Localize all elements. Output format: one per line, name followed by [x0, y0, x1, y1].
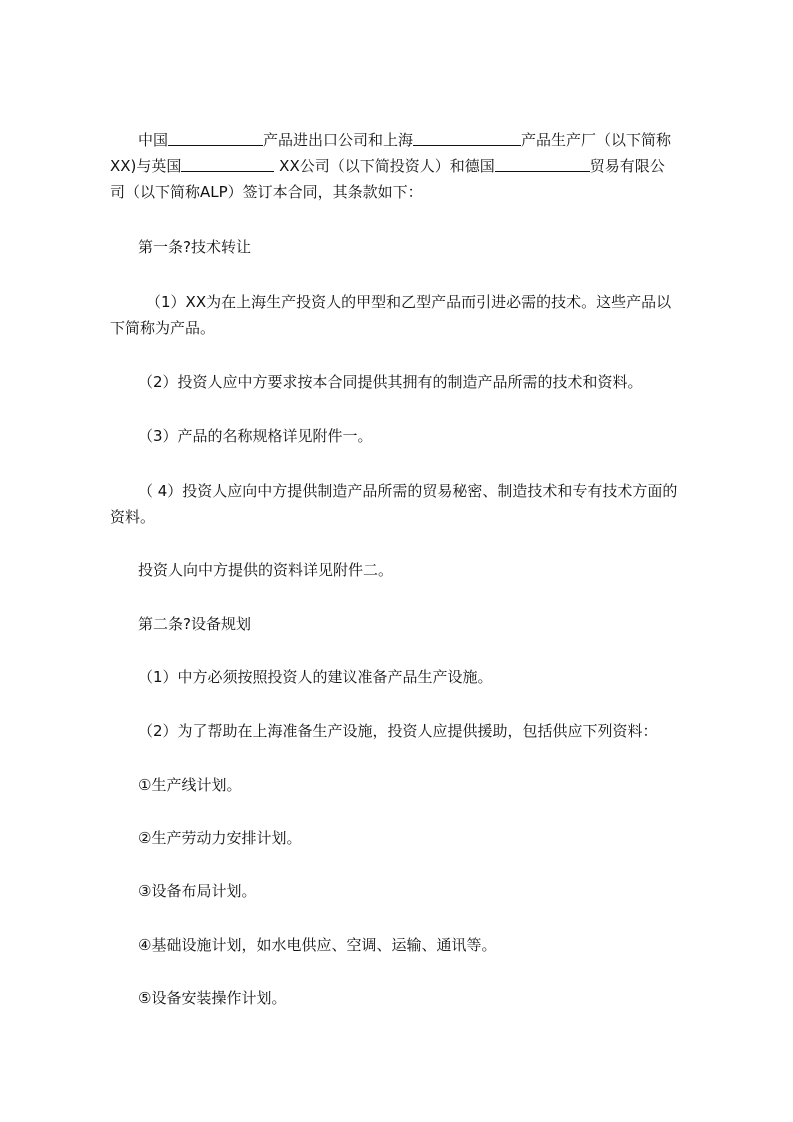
- blank-line: [413, 130, 521, 146]
- article-2-item-2: （2）为了帮助在上海准备生产设施，投资人应提供援助，包括供应下列资料：: [138, 722, 658, 740]
- attachment-note: 投资人向中方提供的资料详见附件二。: [138, 561, 394, 579]
- article-2-item-1: （1）中方必须按照投资人的建议准备产品生产设施。: [138, 668, 493, 686]
- blank-line: [181, 156, 274, 172]
- intro-paragraph: 中国 产品进出口公司和上海 产品生产厂（以下简称 XX)与英国 XX公司（以下简投资人）和德国 贸易有限公 司（以下简称ALP）签订本合同，其条款如下：: [110, 131, 672, 201]
- plan-item-2: ②生产劳动力安排计划。: [138, 829, 302, 847]
- blank-line: [495, 156, 590, 172]
- plan-item-1: ①生产线计划。: [138, 776, 242, 794]
- plan-item-5: ⑤设备安装操作计划。: [138, 989, 287, 1007]
- article-1-item-3: （3）产品的名称规格详见附件一。: [138, 427, 373, 445]
- article-1-item-1: （1）XX为在上海生产投资人的甲型和乙型产品而引进必需的技术。这些产品以 下简称为产品。: [110, 293, 672, 337]
- plan-item-3: ③设备布局计划。: [138, 882, 257, 900]
- blank-line: [168, 130, 263, 146]
- article-2-heading: 第二条?设备规划: [138, 615, 251, 633]
- plan-item-4: ④基础设施计划，如水电供应、空调、运输、通讯等。: [138, 936, 497, 954]
- article-1-item-2: （2）投资人应中方要求按本合同提供其拥有的制造产品所需的技术和资料。: [138, 373, 643, 391]
- article-1-item-4: （ 4）投资人应向中方提供制造产品所需的贸易秘密、制造技术和专有技术方面的 资料。: [110, 482, 678, 526]
- article-1-heading: 第一条?技术转让: [138, 238, 251, 256]
